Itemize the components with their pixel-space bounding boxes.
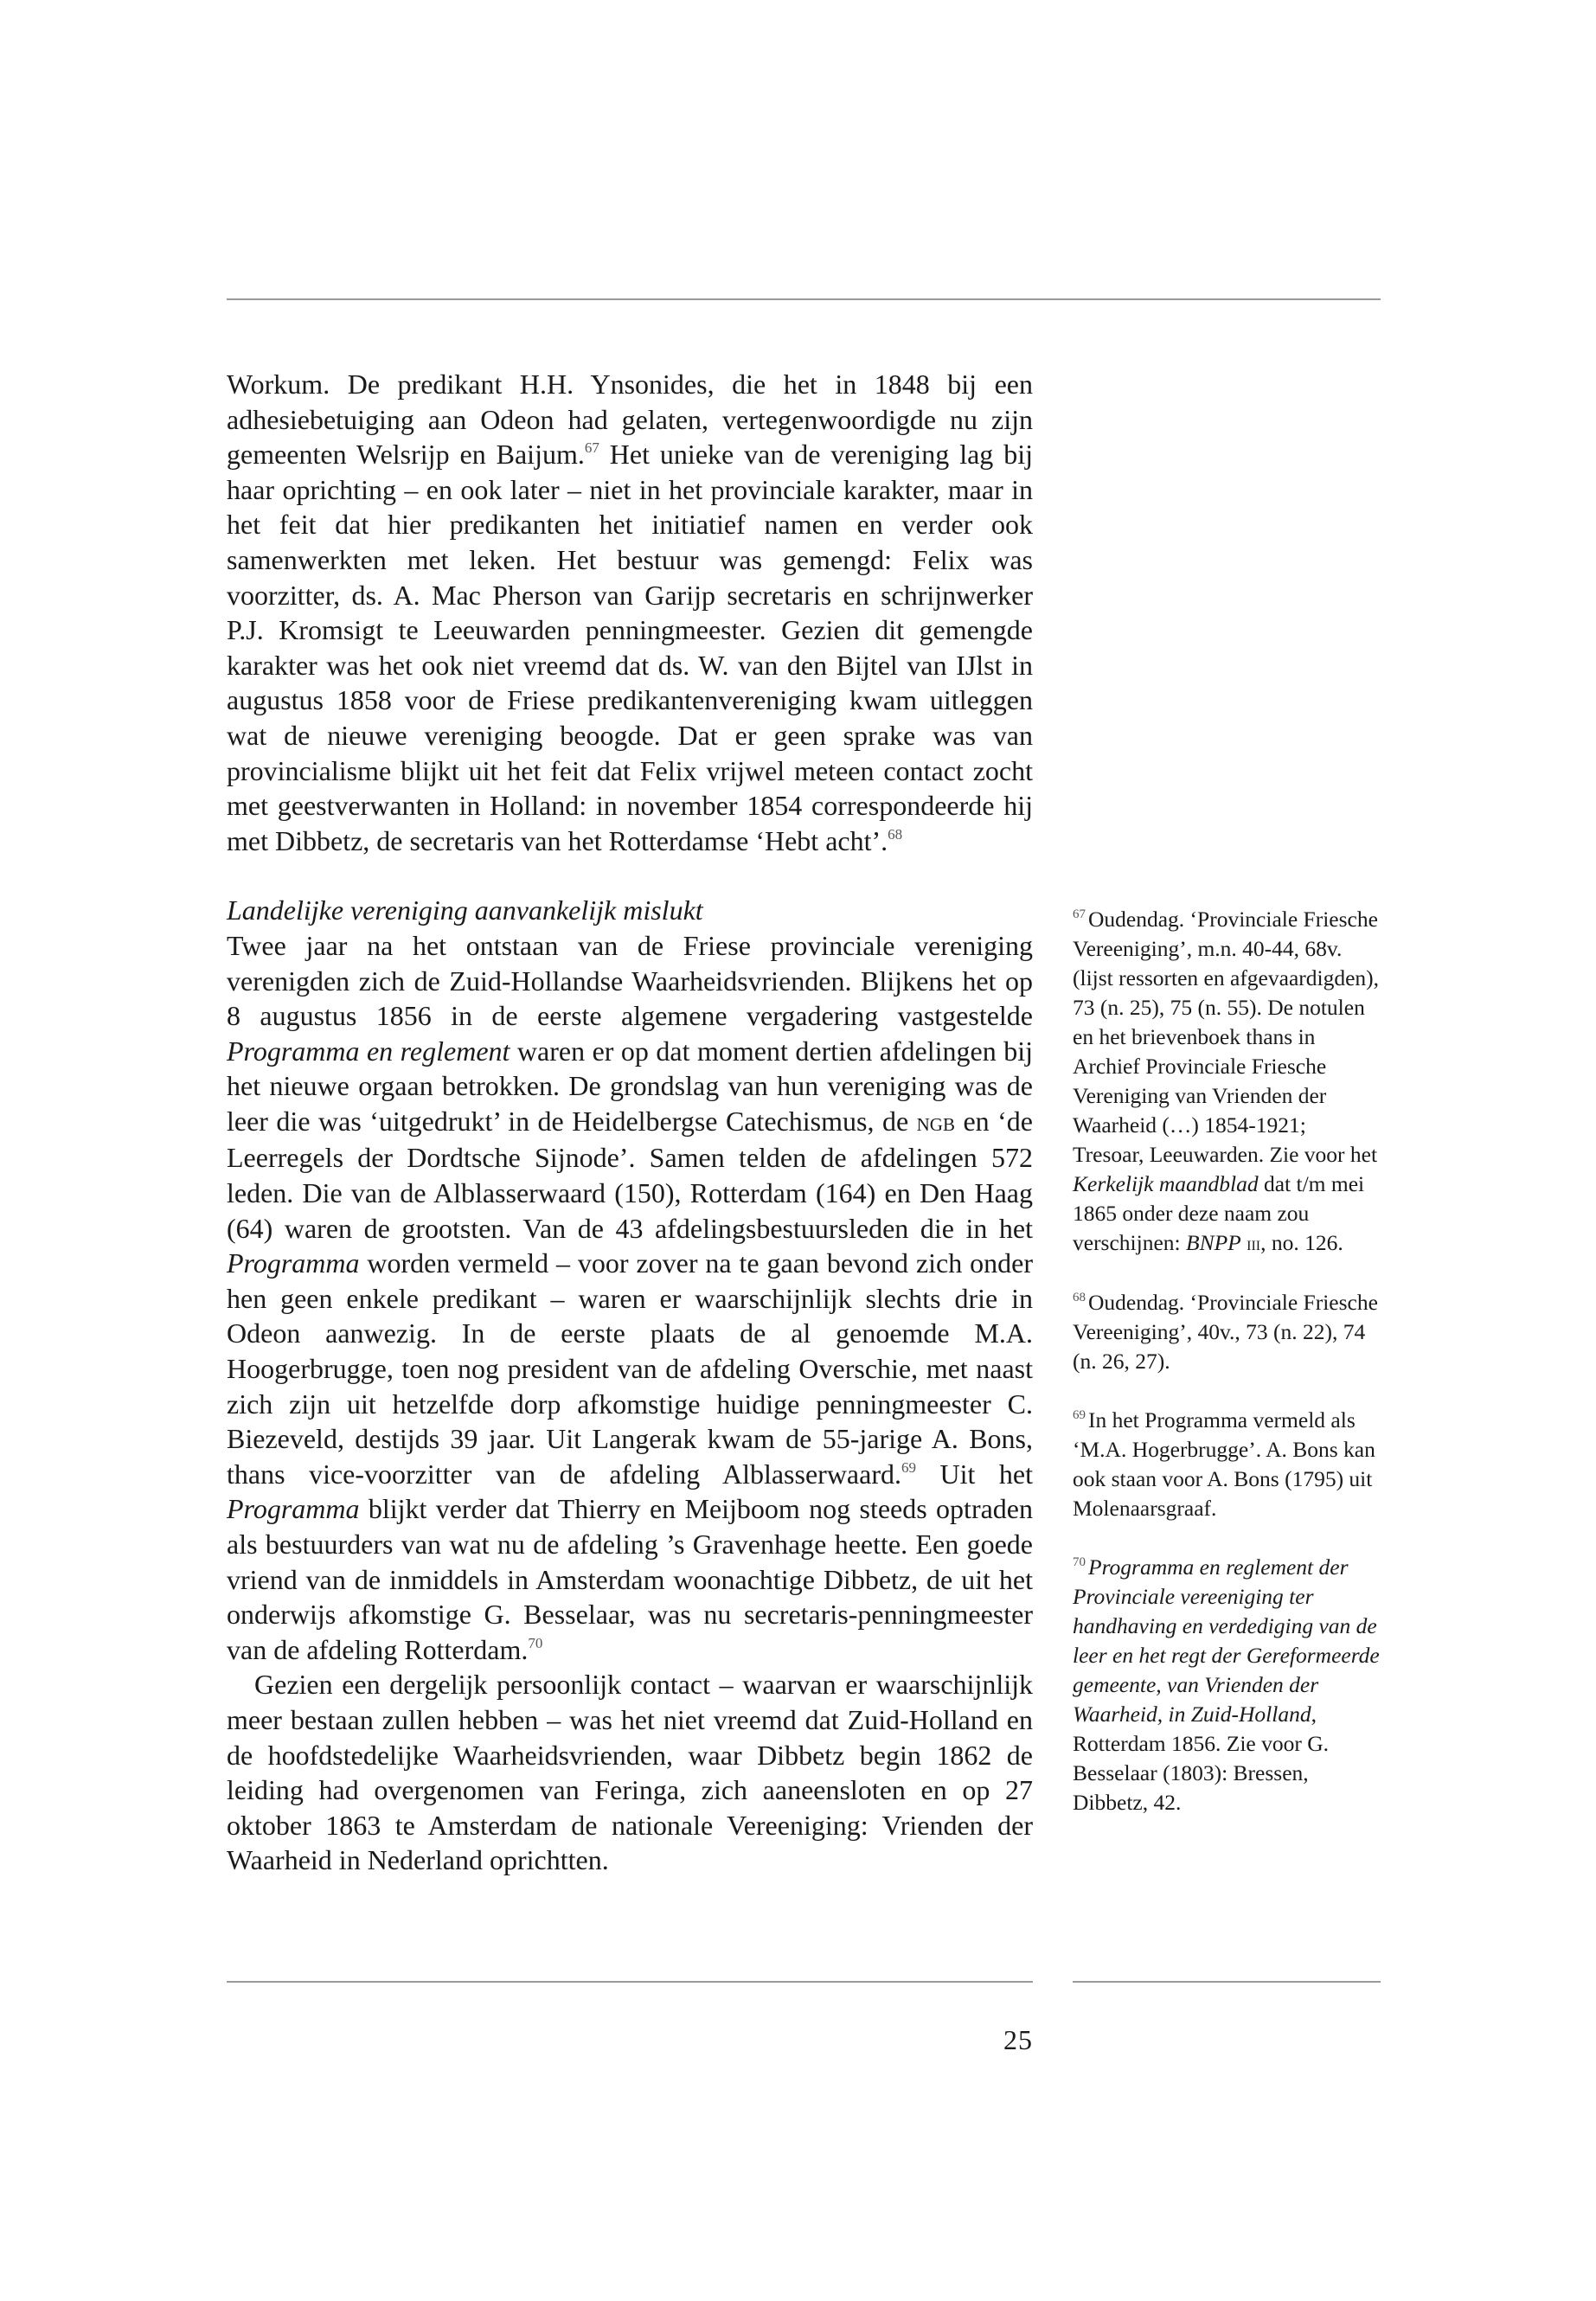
main-text-column [227, 367, 1033, 1878]
footnote-number-68: 68 [1073, 1291, 1086, 1304]
footnote-ref-70[interactable]: 70 [528, 1634, 543, 1651]
title-programma-1: Programma [227, 1247, 360, 1279]
footnote-ref-68[interactable]: 68 [888, 825, 903, 843]
footnote-67-text-c: , no. 126. [1260, 1230, 1343, 1255]
footnote-number-70: 70 [1073, 1555, 1086, 1569]
footnote-70-text: , Rotterdam 1856. Zie voor G. Besselaar (1803): Bressen, Dibbetz, 42. [1073, 1702, 1330, 1815]
notes-bottom-rule [1073, 1981, 1381, 1983]
page-number: 25 [1003, 2024, 1033, 2055]
footnote-70 [1073, 1553, 1381, 1817]
title-kerkelijk-maandblad: Kerkelijk maandblad [1073, 1171, 1259, 1196]
title-programma-zuid-holland: Programma en reglement der Provinciale vereeniging ter handhaving en verdediging van de leer en het regt der Gereformeerde gemeente, van Vrienden der Waarheid, in Zuid-Holland [1073, 1554, 1380, 1727]
section-heading: Landelijke vereniging aanvankelijk mislukt [227, 894, 703, 926]
footnote-number-67: 67 [1073, 907, 1086, 921]
paragraph-2 [227, 928, 1033, 1667]
paragraph-1-text-b: Het unieke van de vereniging lag bij haar oprichting – en ook later – niet in het provinciale karakter, maar in het feit dat hier predikanten het initiatief namen en verder ook samenwerkten met leken. Het bestuur was gemengd: Felix was voorzitter, ds. A. Mac Pherson van Garijp secretaris en schrijnwerker P.J. Kromsigt te Leeuwarden penningmeester. Gezien dit gemengde karakter was het ook niet vreemd dat ds. W. van den Bijtel van IJlst in augustus 1858 voor de Friese predikantenvereniging kwam uitleggen wat de nieuwe vereniging beoogde. Dat er geen sprake was van provincialisme blijkt uit het feit dat Felix vrijwel meteen contact zocht met geestverwanten in Holland: in november 1854 correspondeerde hij met Dibbetz, de secretaris van het Rotterdamse ‘Hebt acht’. [227, 439, 1034, 856]
abbr-ngb: ngb [916, 1108, 955, 1137]
footnote-ref-67[interactable]: 67 [584, 439, 599, 457]
footnotes-column [1073, 905, 1381, 1817]
footnote-67-text-a: Oudendag. ‘Provinciale Friesche Vereeniging’, m.n. 40-44, 68v. (lijst ressorten en afgevaardigden), 73 (n. 25), 75 (n. 55). De notulen en het brievenboek thans in Archief Provinciale Friesche Vereniging van Vrienden der Waarheid (…) 1854-1921; Tresoar, Leeuwarden. Zie voor het [1073, 907, 1380, 1167]
footnote-68-text: Oudendag. ‘Provinciale Friesche Vereeniging’, 40v., 73 (n. 22), 74 (n. 26, 27). [1073, 1290, 1378, 1374]
abbr-bnpp: BNPP [1186, 1230, 1241, 1255]
footnote-68 [1073, 1288, 1381, 1376]
paragraph-3: Gezien een dergelijk persoonlijk contact – waarvan er waarschijnlijk meer bestaan zullen hebben – was het niet vreemd dat Zuid-Holland en de hoofdstedelijke Waarheidsvrienden, waar Dibbetz begin 1862 de leiding had overgenomen van Feringa, zich aaneensloten en op 27 oktober 1863 te Amsterdam de nationale Vereeniging: Vrienden der Waarheid in Nederland oprichtten. [227, 1669, 1033, 1876]
paragraph-1 [227, 367, 1033, 858]
paragraph-2-text-e: Uit het [915, 1458, 1033, 1490]
paragraph-2-text-b: waren er op dat moment dertien afdelingen bij het nieuwe orgaan betrokken. De grondslag van hun vereniging was de leer die was ‘uitgedrukt’ in de Heidelbergse Catechismus, de [227, 1035, 1034, 1137]
paragraph-2-text-c: en ‘de Leerregels der Dordtsche Sijnode’. Samen telden de afdelingen 572 leden. Die van de Alblasserwaard (150), Rotterdam (164) en Den Haag (64) waren de grootsten. Van de 43 afdelingsbestuursleden die in het [227, 1105, 1034, 1244]
paragraph-2-text-d: worden vermeld – voor zover na te gaan bevond zich onder hen geen enkele predikant – waren er waarschijnlijk slechts drie in Odeon aanwezig. In de eerste plaats de al genoemde M.A. Hoogerbrugge, toen nog president van de afdeling Overschie, met naast zich zijn uit hetzelfde dorp afkomstige huidige penningmeester C. Biezeveld, destijds 39 jaar. Uit Langerak kwam de 55-jarige A. Bons, thans vice-voorzitter van de afdeling Alblasserwaard. [227, 1247, 1033, 1490]
footnote-number-69: 69 [1073, 1408, 1086, 1422]
paragraph-2-text-f: blijkt verder dat Thierry en Meijboom nog steeds optraden als bestuurders van wat nu de afdeling ’s Gravenhage heette. Een goede vriend van de inmiddels in Amsterdam woonachtige Dibbetz, de uit het onderwijs afkomstige G. Besselaar, was nu secretaris-penningmeester van de afdeling Rotterdam. [227, 1493, 1033, 1665]
title-programma-en-reglement: Programma en reglement [227, 1035, 510, 1067]
footnote-69-text: In het Programma vermeld als ‘M.A. Hogerbrugge’. A. Bons kan ook staan voor A. Bons (1795) uit Molenaarsgraaf. [1073, 1407, 1375, 1521]
title-programma-2: Programma [227, 1493, 360, 1525]
paragraph-2-text-a: Twee jaar na het ontstaan van de Friese provinciale vereniging verenigden zich de Zuid-Hollandse Waarheidsvrienden. Blijkens het op 8 augustus 1856 in de eerste algemene vergadering vastgestelde [227, 929, 1033, 1032]
footnote-ref-69[interactable]: 69 [901, 1458, 916, 1476]
footnote-67-text-b: dat t/m mei 1865 onder deze naam zou verschijnen: [1073, 1171, 1365, 1255]
header-rule [227, 298, 1381, 300]
footnote-67 [1073, 905, 1381, 1259]
volume-iii: iii [1247, 1233, 1261, 1255]
main-bottom-rule [227, 1981, 1033, 1983]
paragraph-1-text-a: Workum. De predikant H.H. Ynsonides, die het in 1848 bij een adhesiebetuiging aan Odeon had gelaten, vertegenwoordigde nu zijn gemeenten Welsrijp en Baijum. [227, 369, 1033, 471]
footnote-69 [1073, 1406, 1381, 1523]
